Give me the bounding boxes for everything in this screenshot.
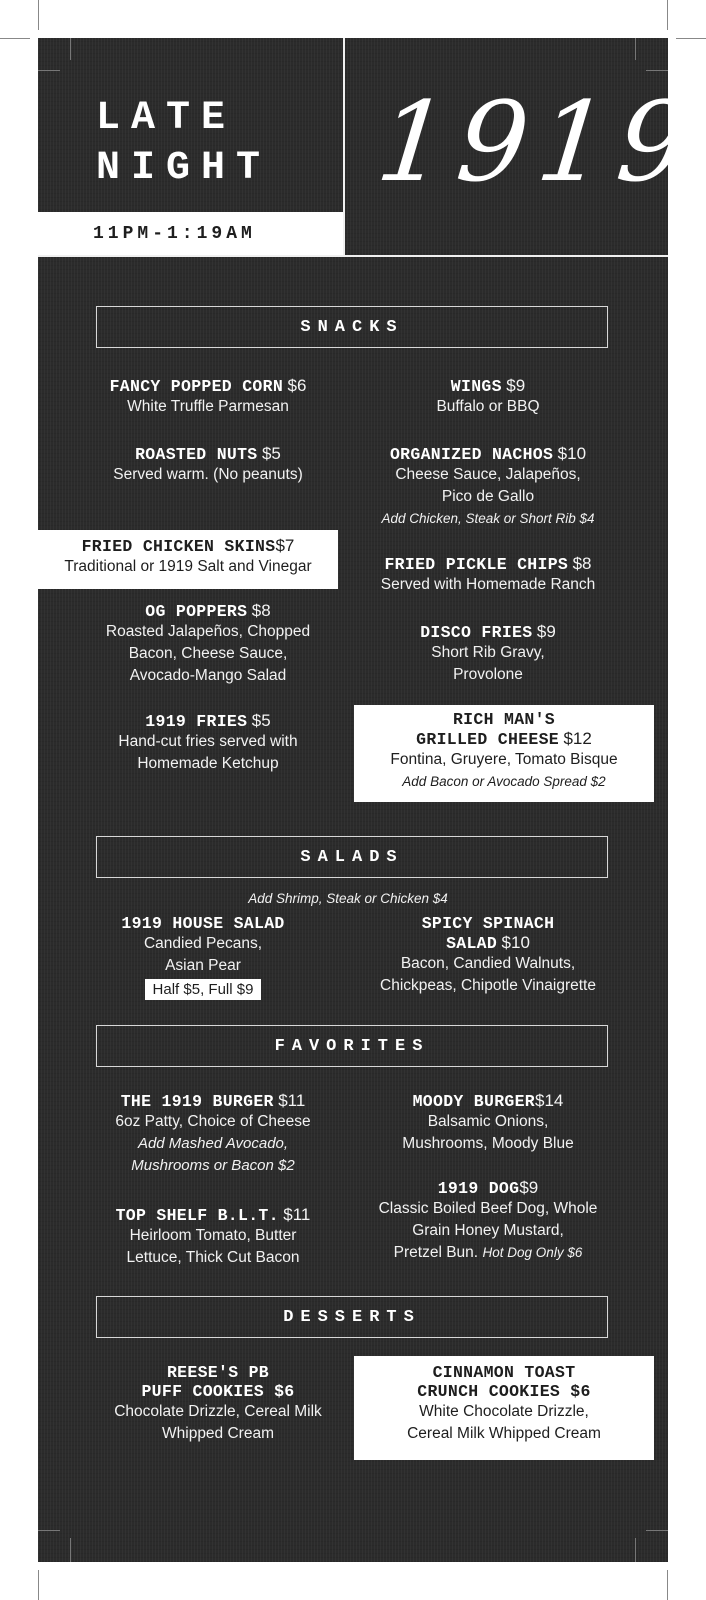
item-name: PUFF COOKIES $6 [141, 1382, 295, 1401]
item-name: DISCO FRIES [420, 623, 533, 642]
item-description: Traditional or 1919 Salt and Vinegar [64, 558, 312, 575]
item-description: White Truffle Parmesan [127, 398, 289, 415]
item-price: $9 [536, 622, 556, 641]
item-price: $11 [278, 1091, 306, 1110]
item-description: Roasted Jalapeños, Chopped [105, 623, 311, 640]
item-name: 1919 HOUSE SALAD [121, 914, 285, 933]
crop-mark [635, 38, 636, 60]
menu-item-1919-dog [343, 1178, 633, 1264]
title-line-late: LATE [96, 96, 237, 141]
menu-item-1919-fries [58, 711, 358, 775]
item-description: Chickpeas, Chipotle Vinaigrette [380, 977, 596, 994]
menu-item-reeses-pb-puff-cookies [68, 1363, 368, 1445]
item-description: Pico de Gallo [441, 488, 535, 505]
item-description: Asian Pear [165, 957, 241, 974]
item-description: Cereal Milk Whipped Cream [407, 1425, 601, 1442]
item-name: RICH MAN'S [452, 710, 556, 729]
item-name: OG POPPERS [145, 602, 248, 621]
item-description: White Chocolate Drizzle, [419, 1403, 589, 1420]
item-name: MOODY BURGER [412, 1092, 536, 1111]
item-price: $11 [283, 1205, 311, 1224]
menu-item-house-salad [58, 914, 348, 1000]
item-add-on-note: Add Chicken, Steak or Short Rib $4 [381, 511, 595, 526]
item-description: Avocado-Mango Salad [129, 667, 287, 684]
item-description: Chocolate Drizzle, Cereal Milk [114, 1403, 322, 1420]
title-line-night: NIGHT [96, 146, 272, 191]
crop-mark [38, 0, 39, 30]
crop-mark [70, 1538, 71, 1562]
item-name: ROASTED NUTS [135, 445, 258, 464]
salads-add-on-note [138, 888, 558, 910]
section-header-snacks [96, 306, 608, 348]
menu-item-popped-corn [58, 376, 358, 418]
item-name: CRUNCH COOKIES $6 [417, 1382, 591, 1401]
item-description: Bacon, Candied Walnuts, [400, 955, 576, 972]
item-name: ORGANIZED NACHOS [389, 445, 554, 464]
item-name: SPICY SPINACH [421, 914, 555, 933]
item-description: Whipped Cream [162, 1425, 274, 1442]
item-description: Candied Pecans, [143, 935, 263, 952]
item-name: FANCY POPPED CORN [109, 377, 284, 396]
item-description: Balsamic Onions, [427, 1113, 549, 1130]
item-description: Served with Homemade Ranch [380, 576, 596, 593]
menu-item-fried-chicken-skins [38, 530, 338, 589]
section-header-desserts [96, 1296, 608, 1338]
item-price: $5 [251, 711, 271, 730]
section-title: SALADS [300, 848, 404, 867]
item-description: Provolone [453, 666, 523, 683]
section-header-favorites [96, 1025, 608, 1067]
section-note: Add Shrimp, Steak or Chicken $4 [248, 891, 448, 906]
menu-item-wings [348, 376, 628, 418]
item-add-on-note: Add Bacon or Avocado Spread $2 [402, 774, 606, 789]
crop-mark [676, 38, 706, 39]
crop-mark [667, 1570, 668, 1600]
item-description: Short Rib Gravy, [431, 644, 545, 661]
section-title: FAVORITES [274, 1037, 430, 1056]
item-name: TOP SHELF B.L.T. [115, 1206, 279, 1225]
item-price: $5 [261, 444, 281, 463]
header-divider [343, 38, 345, 255]
item-description: Hand-cut fries served with [118, 733, 298, 750]
item-price: $6 [287, 376, 307, 395]
item-description: Pretzel Bun. [393, 1244, 479, 1261]
item-description: Lettuce, Thick Cut Bacon [126, 1249, 300, 1266]
item-price: $10 [501, 933, 530, 952]
menu-item-spicy-spinach-salad [348, 914, 628, 997]
crop-mark [0, 38, 30, 39]
section-title: SNACKS [300, 318, 404, 337]
item-name: WINGS [450, 377, 502, 396]
item-description: Mushrooms, Moody Blue [402, 1135, 574, 1152]
item-name: 1919 FRIES [145, 712, 248, 731]
crop-mark [38, 1530, 60, 1531]
item-description: Served warm. (No peanuts) [113, 466, 303, 483]
item-price: $9 [506, 376, 526, 395]
item-description: Fontina, Gruyere, Tomato Bisque [390, 751, 618, 768]
hours-text: 11PM-1:19AM [93, 224, 256, 244]
item-name: 1919 DOG [437, 1179, 520, 1198]
header-divider [38, 255, 668, 257]
item-price: $8 [572, 554, 592, 573]
item-description: Grain Honey Mustard, [412, 1222, 564, 1239]
menu-item-moody-burger [348, 1091, 628, 1155]
menu-item-fried-pickle-chips [348, 554, 628, 596]
item-name: CINNAMON TOAST [432, 1363, 576, 1382]
menu-item-cinnamon-toast-crunch-cookies [354, 1356, 654, 1460]
menu-item-organized-nachos [348, 444, 628, 530]
item-price: $8 [251, 601, 271, 620]
crop-mark [646, 70, 668, 71]
item-price: $14 [535, 1091, 564, 1110]
item-description: Classic Boiled Beef Dog, Whole [378, 1200, 598, 1217]
item-add-on-note: Mushrooms or Bacon $2 [131, 1157, 295, 1174]
crop-mark [38, 1570, 39, 1600]
menu-item-top-shelf-blt [58, 1205, 368, 1269]
item-description: Bacon, Cheese Sauce, [128, 645, 288, 662]
menu-item-disco-fries [348, 622, 628, 686]
price-tag: Half $5, Full $9 [145, 979, 262, 1000]
item-add-on-note: Hot Dog Only $6 [482, 1245, 583, 1260]
menu-item-og-poppers [58, 601, 358, 687]
brand-logo: 1919 [371, 78, 705, 206]
crop-mark [667, 0, 668, 30]
item-name: FRIED CHICKEN SKINS [81, 537, 276, 556]
item-price: $9 [519, 1178, 539, 1197]
crop-mark [38, 70, 60, 71]
item-price: $12 [563, 729, 592, 748]
item-description: 6oz Patty, Choice of Cheese [115, 1113, 311, 1130]
item-description: Homemade Ketchup [137, 755, 279, 772]
item-name: FRIED PICKLE CHIPS [384, 555, 569, 574]
item-add-on-note: Add Mashed Avocado, [137, 1135, 289, 1152]
section-header-salads [96, 836, 608, 878]
item-description: Cheese Sauce, Jalapeños, [395, 466, 581, 483]
menu-item-rich-mans-grilled-cheese [354, 705, 654, 802]
item-price: $7 [275, 536, 295, 555]
item-name: SALAD [446, 934, 498, 953]
crop-mark [635, 1538, 636, 1562]
item-name: GRILLED CHEESE [416, 730, 559, 749]
item-name: THE 1919 BURGER [120, 1092, 274, 1111]
section-title: DESSERTS [283, 1308, 421, 1327]
crop-mark [70, 38, 71, 60]
hours-banner [38, 212, 343, 255]
item-price: $10 [557, 444, 587, 463]
menu-item-roasted-nuts [58, 444, 358, 486]
item-description: Buffalo or BBQ [436, 398, 540, 415]
item-name: REESE'S PB [166, 1363, 270, 1382]
crop-mark [646, 1530, 668, 1531]
menu-item-1919-burger [58, 1091, 368, 1177]
item-description: Heirloom Tomato, Butter [129, 1227, 297, 1244]
late-night-menu [38, 38, 705, 1562]
